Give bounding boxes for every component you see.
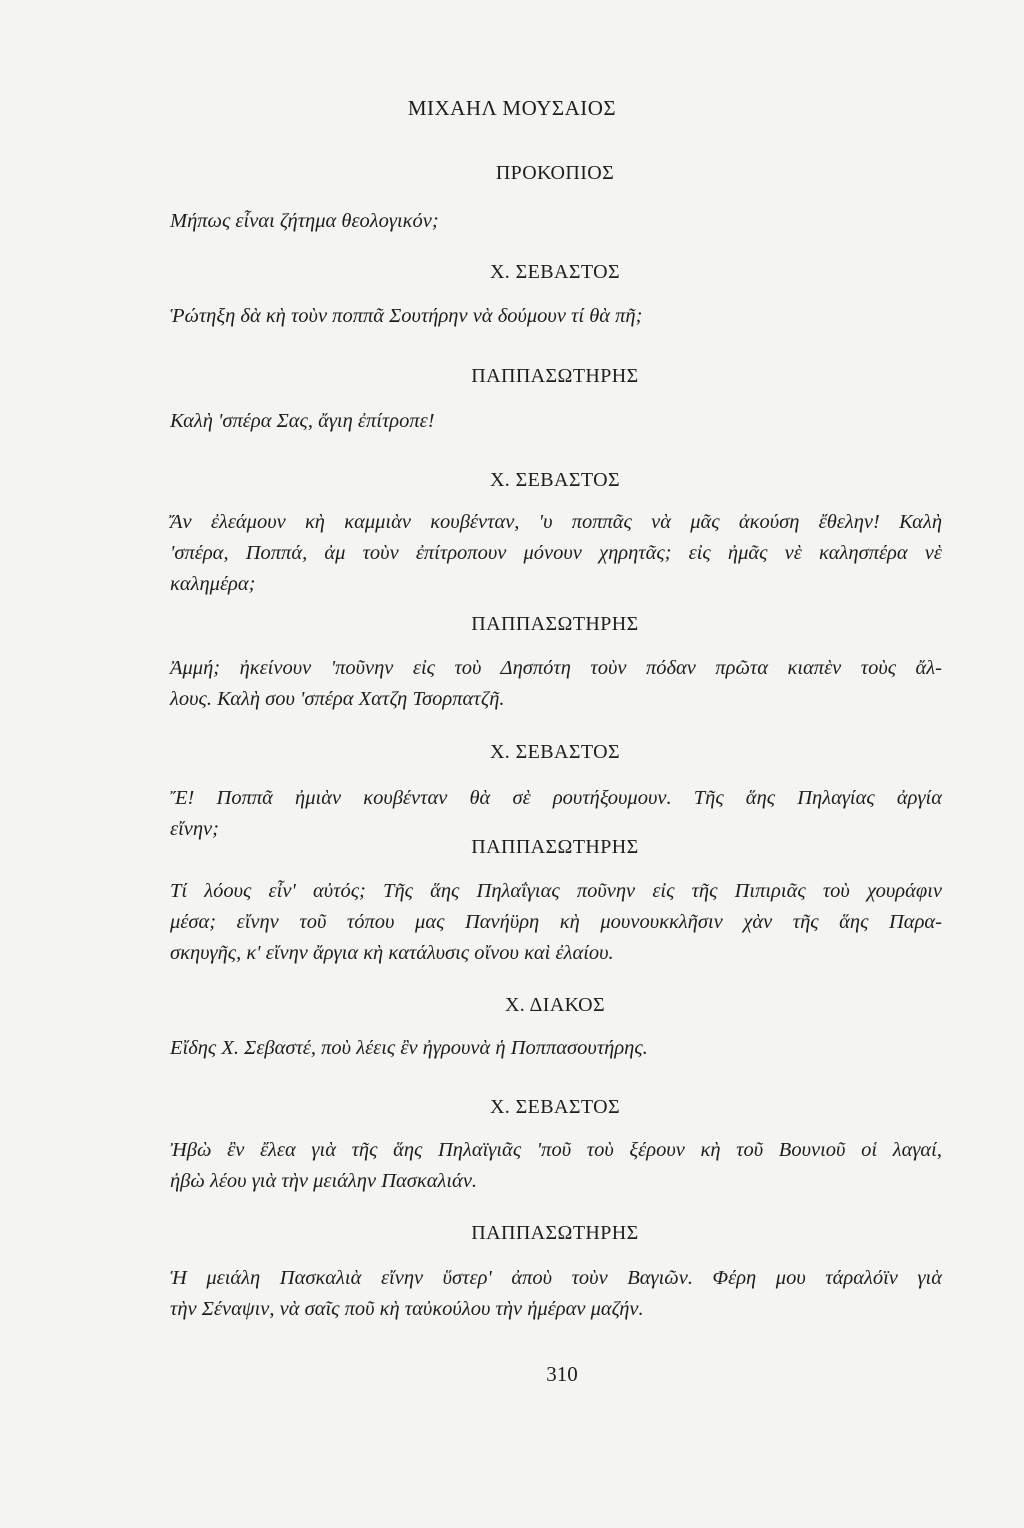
page-number: 310 xyxy=(546,1362,578,1386)
speech-text xyxy=(170,406,942,437)
speech-text xyxy=(170,507,942,600)
speech-line: Εἴδης Χ. Σεβαστέ, ποὺ λέεις ἒν ἠγρουνὰ ἡ Ποππασουτήρης. xyxy=(170,1037,648,1059)
speech-line: καλημέρα; xyxy=(170,573,256,595)
speaker-name: Χ. ΣΕΒΑΣΤΟΣ xyxy=(489,1096,621,1118)
speech-text xyxy=(170,653,942,715)
speech-line: μέσα; εἴνην τοῦ τόπου μας Πανήϋρη κὴ μουνουκκλῆσιν χὰν τῆς ἅης Παρα- xyxy=(170,911,942,933)
speech-line: σκηυγῆς, κ' εἴνην ἄργια κὴ κατάλυσις οἴνου καὶ ἐλαίου. xyxy=(170,942,614,964)
speech-text xyxy=(170,1135,942,1197)
speech-line: Ἠβὼ ἒν ἔλεα γιὰ τῆς ἅης Πηλαϊγιᾶς 'ποῦ τοὺ ξέρουν κὴ τοῦ Βουνιοῦ οἱ λαγαί, xyxy=(170,1139,942,1161)
speech-line: Ἡ μειάλη Πασκαλιὰ εἴνην ὕστερ' ἀποὺ τοὺν Βαγιῶν. Φέρη μου τάραλόϊν γιὰ xyxy=(170,1267,942,1289)
speech-line: εἴνην; xyxy=(170,818,219,840)
speech-line: ἠβὼ λέου γιὰ τὴν μειάλην Πασκαλιάν. xyxy=(170,1170,478,1192)
speech-line: λους. Καλὴ σου 'σπέρα Χατζη Τσορπατζῆ. xyxy=(170,688,505,710)
speaker-name: ΠΡΟΚΟΠΙΟΣ xyxy=(495,162,615,184)
running-header: ΜΙΧΑΗΛ ΜΟΥΣΑΙΟΣ xyxy=(407,96,617,120)
speaker-name: ΠΑΠΠΑΣΩΤΗΡΗΣ xyxy=(471,836,639,858)
speaker-name: Χ. ΣΕΒΑΣΤΟΣ xyxy=(489,261,621,283)
speech-line: Καλὴ 'σπέρα Σας, ἄγιη ἐπίτροπε! xyxy=(170,410,435,432)
speech-line: Μήπως εἶναι ζήτημα θεολογικόν; xyxy=(170,210,439,232)
speech-line: Τί λόους εἶν' αὐτός; Τῆς ἅης Πηλαΐγιας ποῦνην εἰς τῆς Πιπιριᾶς τοὺ χουράφιν xyxy=(170,880,942,902)
speaker-name: ΠΑΠΠΑΣΩΤΗΡΗΣ xyxy=(471,613,639,635)
speech-text xyxy=(170,876,942,969)
speech-text xyxy=(170,1263,942,1325)
speaker-name: Χ. ΣΕΒΑΣΤΟΣ xyxy=(489,741,621,763)
speech-line: Ἔ! Ποππᾶ ἠμιὰν κουβένταν θὰ σὲ ρουτήξουμουν. Τῆς ἅης Πηλαγίας ἀργία xyxy=(170,787,942,809)
speech-line: Ἄν ἐλεάμουν κὴ καμμιὰν κουβένταν, 'υ ποππᾶς νὰ μᾶς ἀκούση ἔθελην! Καλὴ xyxy=(170,511,942,533)
speech-line: τὴν Σέναψιν, νὰ σαῖς ποῦ κὴ ταὐκούλου τὴν ἡμέραν μαζήν. xyxy=(170,1298,644,1320)
speaker-name: Χ. ΣΕΒΑΣΤΟΣ xyxy=(489,469,621,491)
speech-line: Ῥώτηξη δὰ κὴ τοὺν ποππᾶ Σουτήρην νὰ δούμουν τί θὰ πῆ; xyxy=(170,305,643,327)
speech-line: 'σπέρα, Ποππά, ἀμ τοὺν ἐπίτροπουν μόνουν χηρητᾶς; εἰς ἠμᾶς νὲ καλησπέρα νὲ xyxy=(170,542,942,564)
speaker-name: ΠΑΠΠΑΣΩΤΗΡΗΣ xyxy=(471,1222,639,1244)
speaker-name: ΠΑΠΠΑΣΩΤΗΡΗΣ xyxy=(471,365,639,387)
speech-text xyxy=(170,301,942,332)
speech-text xyxy=(170,1033,942,1064)
speech-text xyxy=(170,206,942,237)
speaker-name: Χ. ΔΙΑΚΟΣ xyxy=(504,994,606,1016)
speech-line: Ἀμμή; ἠκείνουν 'ποῦνην εἰς τοὺ Δησπότη τοὺν πόδαν πρῶτα κιαπὲν τοὺς ἄλ- xyxy=(170,657,942,679)
